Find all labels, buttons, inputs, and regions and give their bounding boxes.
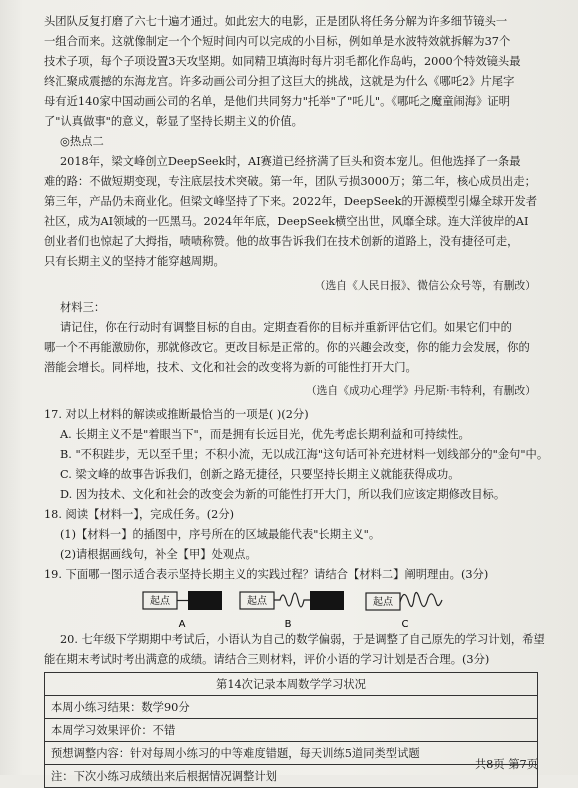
material2-line6: 了"认真做事"的意义，彰显了坚持长期主义的价值。 — [44, 115, 303, 128]
q17-option-a: A. 长期主义不是"着眼当下"，而是拥有长远目光，优先考虑长期利益和可持续性。 — [60, 428, 470, 441]
material3-line2: 哪一个不再能激励你，那就修改它。更改目标是正常的。你的兴趣会改变，你的能力会发展，你的 — [44, 341, 530, 354]
q19-stem: 19. 下面哪一图示适合表示坚持长期主义的实践过程？请结合【材料二】阐明理由。(3分) — [44, 568, 489, 581]
material3-source: （选自《成功心理学》丹尼斯·韦特利，有删改） — [305, 384, 536, 397]
figure-c-path — [400, 592, 442, 606]
figure-a-goal-block — [188, 591, 222, 610]
study-plan-row-3: 预想调整内容：针对每周小练习的中等难度错题，每天训练5道同类型试题 — [45, 742, 538, 765]
figure-c-letter: C — [401, 619, 409, 630]
study-plan-table — [44, 672, 538, 788]
figure-b — [240, 591, 344, 630]
hotspot2-heading: ◎热点二 — [60, 135, 104, 148]
study-plan-row-4: 注：下次小练习成绩出来后根据情况调整计划 — [45, 765, 538, 788]
figure-b-start-label: 起点 — [247, 596, 267, 607]
material2-line3: 技术子项，每个子项设置3天攻坚期。如同精卫填海时每片羽毛都化作岛屿，2000个特效镜头最 — [44, 55, 521, 68]
q18-item2: (2)请根据画线句，补全【甲】处观点。 — [60, 548, 257, 561]
hotspot2-source: （选自《人民日报》、微信公众号等，有删改） — [314, 279, 536, 292]
hotspot2-line3: 第三年，产品仍未商业化。但梁文峰坚持了下来。2022年，DeepSeek的开源模型引爆全球开发者 — [44, 195, 538, 208]
material3-heading: 材料三： — [60, 301, 106, 314]
figure-b-path — [274, 593, 310, 607]
q17-stem: 17. 对以上材料的解读或推断最恰当的一项是( )(2分) — [44, 408, 309, 421]
q17-option-c: C. 梁文峰的故事告诉我们，创新之路无捷径，只要坚持长期主义就能获得成功。 — [60, 468, 460, 481]
q17-option-d: D. 因为技术、文化和社会的改变会为新的可能性打开大门，所以我们应该定期修改目标。 — [60, 488, 506, 501]
figure-b-letter: B — [284, 619, 292, 630]
figure-a-letter: A — [178, 619, 186, 630]
figure-c-start-label: 起点 — [373, 597, 393, 608]
hotspot2-line6: 只有长期主义的坚持才能穿越周期。 — [44, 255, 225, 268]
hotspot2-line1: 2018年，梁文峰创立DeepSeek时，AI赛道已经挤满了巨头和资本宠儿。但他选择了一条最 — [60, 155, 521, 168]
figure-c — [366, 592, 442, 630]
q20-stem-line1: 20. 七年级下学期期中考试后，小语认为自己的数学偏弱，于是调整了自己原先的学习计划，希望 — [60, 633, 545, 646]
material3-line1: 请记住，你在行动时有调整目标的自由。定期查看你的目标并重新评估它们。如果它们中的 — [60, 321, 512, 334]
material3-line3: 潜能会增长。同样地，技术、文化和社会的改变将为新的可能性打开大门。 — [44, 361, 417, 374]
material2-line4: 终汇聚成震撼的东海龙宫。许多动画公司分担了这巨大的挑战，这就是为什么《哪吒2》片尾字 — [44, 75, 515, 88]
figure-b-goal-block — [310, 591, 344, 610]
material2-line1: 头团队反复打磨了六七十遍才通过。如此宏大的电影，正是团队将任务分解为许多细节镜头一 — [44, 15, 508, 28]
figure-a-start-label: 起点 — [150, 596, 170, 607]
figure-a — [143, 591, 222, 630]
study-plan-row-2: 本周学习效果评价：不错 — [45, 719, 538, 742]
material2-line5: 母有近140家中国动画公司的名单，是他们共同努力"托举"了"吒儿"。《哪吒之魔童闹海》证明 — [44, 95, 510, 108]
q18-stem: 18. 阅读【材料一】，完成任务。(2分) — [44, 508, 235, 521]
hotspot2-line5: 创业者们也惊起了大拇指，啧啧称赞。他的故事告诉我们在技术创新的道路上，没有捷径可走， — [44, 235, 519, 248]
q18-item1: (1)【材料一】的插图中，序号所在的区域最能代表"长期主义"。 — [60, 528, 381, 541]
q20-stem-line2: 能在期末考试时考出满意的成绩。请结合三则材料，评价小语的学习计划是否合理。(3分) — [44, 653, 490, 666]
page-number: 共8页 第7页 — [474, 758, 538, 771]
hotspot2-line4: 社区，成为AI领域的一匹黑马。2024年年底，DeepSeek横空出世，风靡全球。连大洋彼岸的AI — [44, 215, 529, 228]
hotspot2-line2: 难的路：不做短期变现，专注底层技术突破。第一年，团队亏损3000万；第二年，核心成员出走； — [44, 175, 536, 188]
material2-line2: 一组合而来。这就像制定一个个短时间内可以完成的小目标，例如单是水波特效就拆解为37个 — [44, 35, 511, 48]
q17-option-b: B. "不积跬步，无以至千里；不积小流，无以成江海"这句话可补充进材料一划线部分的"金句"中。 — [60, 448, 549, 461]
study-plan-row-1: 本周小练习结果：数学90分 — [45, 696, 538, 719]
study-plan-title: 第14次记录本周数学学习状况 — [45, 673, 538, 696]
